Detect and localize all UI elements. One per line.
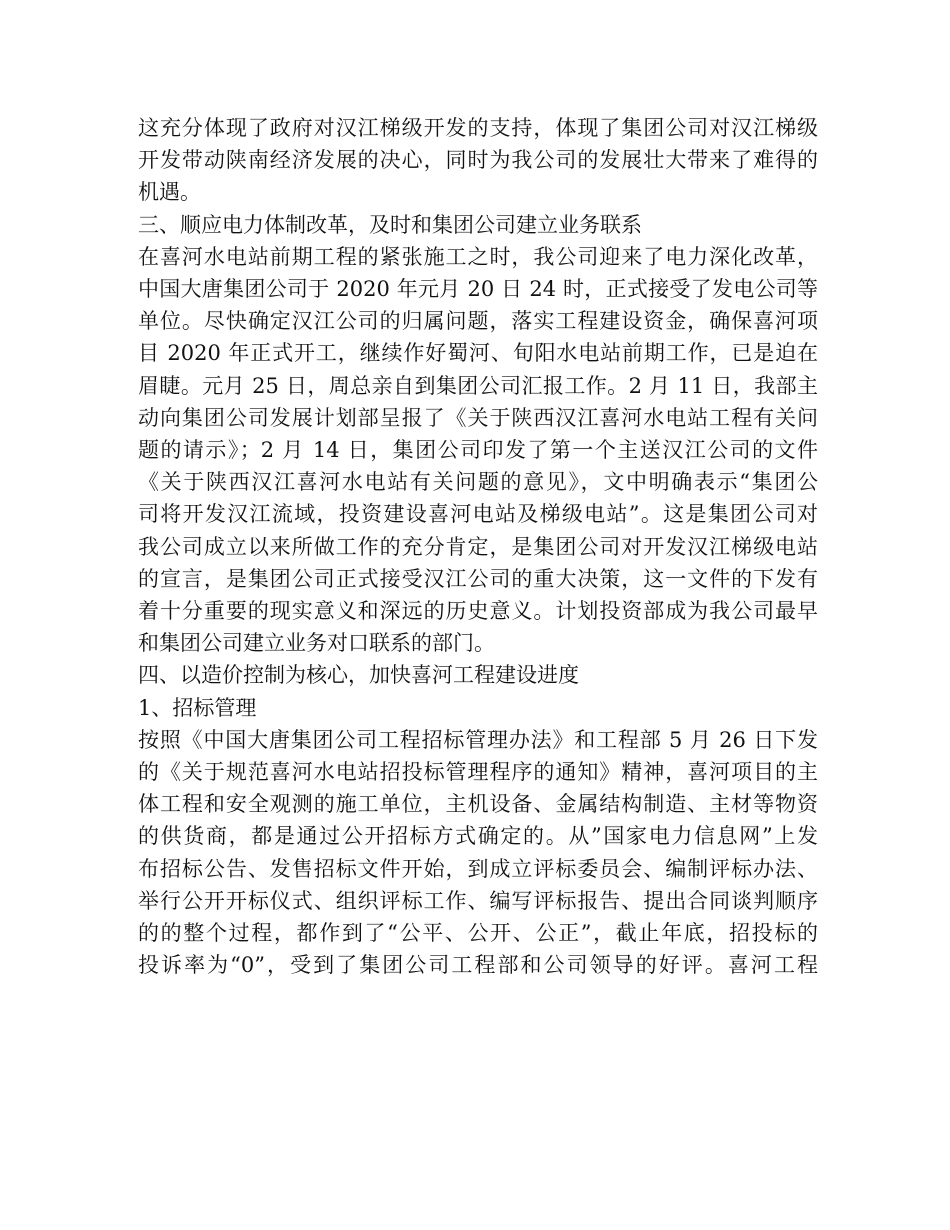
document-body [138, 112, 818, 981]
text-line: 和集团公司建立业务对口联系的部门。 [138, 631, 495, 656]
text-line: 的宣言，是集团公司正式接受汉江公司的重大决策，这一文件的下发有 [138, 566, 818, 591]
text-line: 我公司成立以来所做工作的充分肯定，是集团公司对开发汉江梯级电站 [138, 534, 818, 559]
text-line: 动向集团公司发展计划部呈报了《关于陕西汉江喜河水电站工程有关问 [138, 405, 818, 430]
text-line: 开发带动陕南经济发展的决心，同时为我公司的发展壮大带来了难得的 [138, 148, 818, 173]
text-line: 1、招标管理 [138, 695, 257, 720]
text-line: 的供货商，都是通过公开招标方式确定的。从”国家电力信息网”上发 [138, 824, 818, 849]
text-line: 的的整个过程，都作到了“公平、公开、公正”，截止年底，招投标的 [138, 921, 818, 946]
text-line: 《关于陕西汉江喜河水电站有关问题的意见》，文中明确表示“集团公 [138, 470, 818, 495]
text-line: 按照《中国大唐集团公司工程招标管理办法》和工程部 5 月 26 日下发 [138, 727, 818, 752]
text-line: 举行公开开标仪式、组织评标工作、编写评标报告、提出合同谈判顺序 [138, 888, 818, 913]
text-line: 四、以造价控制为核心，加快喜河工程建设进度 [138, 663, 579, 688]
text-line: 在喜河水电站前期工程的紧张施工之时，我公司迎来了电力深化改革， [138, 244, 818, 269]
text-line: 目 2020 年正式开工，继续作好蜀河、旬阳水电站前期工作，已是迫在 [138, 341, 818, 366]
text-line: 司将开发汉江流域，投资建设喜河电站及梯级电站”。这是集团公司对 [138, 502, 818, 527]
text-line: 这充分体现了政府对汉江梯级开发的支持，体现了集团公司对汉江梯级 [138, 116, 818, 140]
text-line: 布招标公告、发售招标文件开始，到成立评标委员会、编制评标办法、 [138, 856, 818, 881]
text-line: 机遇。 [138, 180, 201, 205]
text-line: 投诉率为“0”，受到了集团公司工程部和公司领导的好评。喜河工程 [138, 953, 818, 978]
text-line: 体工程和安全观测的施工单位，主机设备、金属结构制造、主材等物资 [138, 792, 818, 817]
text-line: 三、顺应电力体制改革，及时和集团公司建立业务联系 [138, 212, 642, 237]
text-line: 的《关于规范喜河水电站招投标管理程序的通知》精神，喜河项目的主 [138, 760, 818, 785]
text-line: 中国大唐集团公司于 2020 年元月 20 日 24 时，正式接受了发电公司等 [138, 277, 818, 302]
text-line: 题的请示》；2 月 14 日，集团公司印发了第一个主送汉江公司的文件 [138, 438, 818, 463]
text-line: 眉睫。元月 25 日，周总亲自到集团公司汇报工作。2 月 11 日，我部主 [138, 373, 818, 398]
text-line: 着十分重要的现实意义和深远的历史意义。计划投资部成为我公司最早 [138, 599, 818, 624]
text-line: 单位。尽快确定汉江公司的归属问题，落实工程建设资金，确保喜河项 [138, 309, 818, 334]
